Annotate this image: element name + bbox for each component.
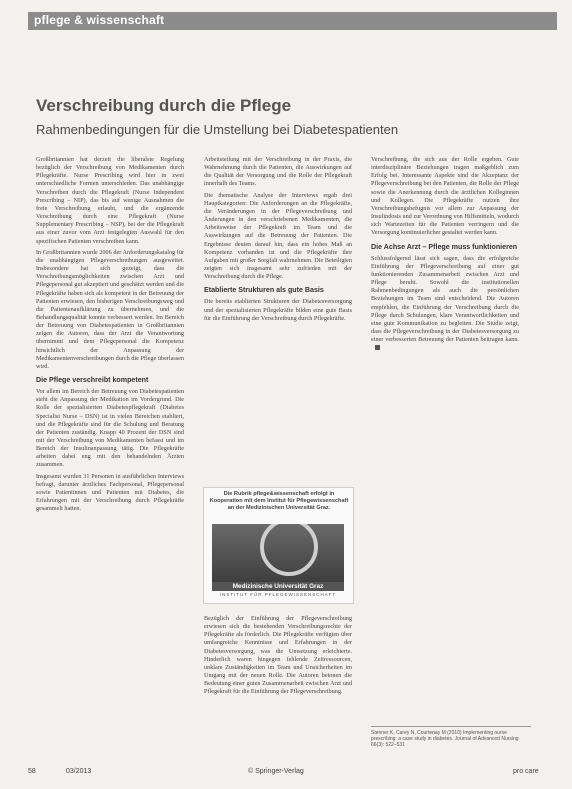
column-3 — [371, 156, 519, 355]
paragraph-text: Schlussfolgernd lässt sich sagen, dass die erfolgreiche Einführung der Pflegeverschreibung auf einer gut funktionierenden Zusammenarbeit zwischen Arzt und Pflege beruht. Sowohl die institutionellen Rahmenbedingungen als auch die persönlichen Beziehungen im Team sind entscheidend. Die Autoren empfehlen, die Einführung der Verschreibung durch die Pflege durch Schulungen, klare Verantwortlichkeiten und eine gute Kommunikation zu begleiten. Die Studie zeigt, dass die Pflegeverschreibung in der Diabetesversorgung zu einer verbesserten Betreuung der Patienten beitragen kann. — [371, 254, 519, 344]
article-title: Verschreibung durch die Pflege — [36, 96, 292, 115]
university-name: Medizinische Universität Graz — [212, 582, 344, 591]
column-2-lower — [204, 615, 352, 700]
section-heading: Die Achse Arzt – Pflege muss funktionieren — [371, 242, 518, 251]
paragraph: Insgesamt wurden 31 Personen in ausführlichen Interviews befragt, darunter ärztliches Fachpersonal, Pflegepersonal sowie Patientinnen und Patienten mit Diabetes, die Erfahrungen mit der Verschreibung durch Pflegekräfte gesammelt hatten. — [36, 472, 184, 513]
paragraph: Die thematische Analyse der Interviews ergab drei Hauptkategorien: Die Anforderungen an die Pflegekräfte, die Veränderungen in der Pflegeverschreibung und Änderungen in den verschriebenen Medikamenten, die Arbeitsweise der Pflegekraft im Team und die Auswirkungen auf die Betreuung der Patienten. Die Ergebnisse deuten darauf hin, dass ein hohes Maß an Kompetenz vorhanden ist und die Pflegekräfte ihre Aufgaben mit großer Sorgfalt wahrnehmen. Die Beteiligten zeigten sich insgesamt sehr zufrieden mit der Verschreibung durch die Pflege. — [204, 191, 352, 281]
institute-promo-box — [203, 487, 354, 604]
section-header — [28, 12, 557, 30]
paragraph: Verschreibung, die sich aus der Rolle ergeben. Gute interdisziplinäre Beziehungen tragen maßgeblich zum Erfolg bei. Interessante Aspekte sind die Akzeptanz der Pflegeverschreibung bei den Patienten, die Rolle der Pflege sowie die Anerkennung durch die ärztlichen Kolleginnen und Kollegen. Die Pflegekräfte nutzen ihre Verschreibungsbefugnis vor allem zur Anpassung der Insulindosis und zur Verordnung von Hilfsmitteln, wodurch sich Wartezeiten für die Patienten verringern und die Versorgung kontinuierlicher gestaltet werden kann. — [371, 156, 519, 237]
page-number: 58 — [28, 768, 36, 775]
logo-circle-icon — [260, 524, 318, 576]
paragraph: In Großbritannien wurde 2006 der Anforderungskatalog für die unabhängigen Pflegeverschreibungen ausgeweitet. Insbesondere hat sich gezeigt, dass die Verschreibungsmöglichkeiten zwischen Arzt und Pflegepersonal gut akzeptiert und geschätzt werden und die Pflegekräfte haben sich als kompetent in der Betreuung der Patienten erwiesen, den bisherigen Verschreibungsweg und die Patientenaufklärung zu übernehmen, und die Behandlungsqualität konnte verbessert werden. Im Bereich der Betreuung von Diabetespatienten in Großbritannien zeigen die Autoren, dass der Arzt die Verantwortung übernimmt und dem Pflegepersonal die Kompetenz hinsichtlich der Anpassung der Medikamentenverschreibungen durch die Pflege überlassen wird. — [36, 248, 184, 370]
paragraph: Die bereits etablierten Strukturen der Diabetesversorgung und der spezialisierten Pflegekräfte bilden eine gute Basis für die Einführung der Verschreibung durch Pflegekräfte. — [204, 298, 352, 322]
footnote: Stenner K, Carey N, Courtenay M (2010) Implementing nurse prescribing: a case study in diabetes. Journal of Advanced Nursing 66(3): 522–531 — [371, 726, 531, 749]
article-subtitle: Rahmenbedingungen für die Umstellung bei Diabetespatienten — [36, 122, 399, 137]
column-1 — [36, 156, 184, 516]
paragraph: Großbritannien hat derzeit die liberalste Regelung bezüglich der Verschreibung von Medikamenten durch Pflegekräfte. Nurse Prescribing wird hier in zwei unterschiedliche Formen unterschieden. Das unabhängige Verschreiben durch die Pflegekraft (Nurse Independent Prescribing – NIP), das bis auf wenige Ausnahmen die freie Verschreibung erlaubt, und die ergänzende Verschreibung durch eine Pflegekraft (Nurse Supplementary Prescribing – NSP), bei der die Pflegekraft aus einer zuvor vom Arzt festgelegten Auswahl für den spezifischen Patienten verschreiben kann. — [36, 156, 184, 245]
institute-name: INSTITUT FÜR PFLEGEWISSENSCHAFT — [219, 592, 337, 597]
column-2 — [204, 156, 352, 326]
university-logo-image — [212, 524, 344, 582]
paragraph — [371, 255, 519, 353]
end-mark-icon — [375, 345, 380, 350]
issue-number: 03/2013 — [66, 768, 92, 775]
journal-name: pro care — [513, 768, 539, 775]
paragraph: Bezüglich der Einführung der Pflegeverschreibung erwiesen sich die bestehenden Verschreibungsrechte der Pflegekräfte als förderlich. Die Pflegekräfte verfügten über umfangreiche Kenntnisse und Erfahrungen in der Diabetesversorgung, was die Umsetzung erleichterte. Hinderlich waren hingegen fehlende Zeitressourcen, unklare Zuständigkeiten im Team und Unsicherheiten im Umgang mit der neuen Rolle. Die Autoren betonen die Bedeutung einer guten Zusammenarbeit zwischen Arzt und Pflegekraft für die Einführung der Pflegeverschreibung. — [204, 615, 352, 696]
promo-text: Die Rubrik pflege&wissenschaft erfolgt in Kooperation mit dem Institut für Pflegewissenschaft an der Medizinischen Universität Graz. — [209, 491, 349, 511]
section-heading: Etablierte Strukturen als gute Basis — [204, 286, 324, 295]
section-label: pflege & wissenschaft — [34, 13, 165, 27]
publisher: © Springer-Verlag — [248, 768, 304, 775]
paragraph: Vor allem im Bereich der Betreuung von Diabetespatienten steht die Anpassung der Medikation im Vordergrund. Die Rolle der spezialisierten Diabetespflegekraft (Diabetes Specialist Nurse – DSN) ist in vielen Bereichen etabliert, und die Pflegekräfte sind für die Schulung und Beratung der Patienten zuständig. Knapp 40 Prozent der DSN sind mit der Verschreibung von Medikamenten befasst und im Bereich der Insulinanpassung tätig. Die Pflegekräfte arbeiten dabei eng mit den behandelnden Ärzten zusammen. — [36, 388, 184, 469]
paragraph: Arbeitsteilung mit der Verschreibung in der Praxis, die Wahrnehmung durch die Patienten, die Auswirkungen auf die Qualität der Versorgung und die Rolle der Pflegekraft innerhalb des Teams. — [204, 156, 352, 188]
section-heading: Die Pflege verschreibt kompetent — [36, 376, 149, 385]
